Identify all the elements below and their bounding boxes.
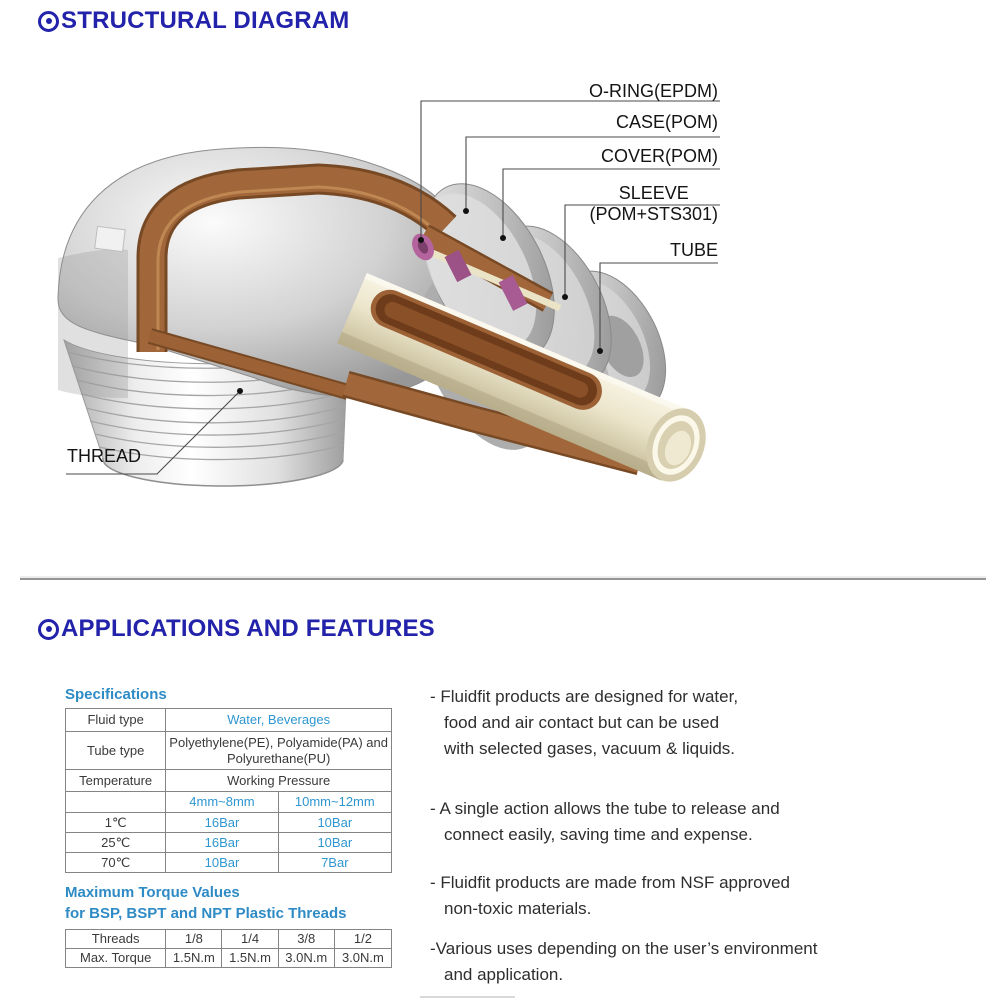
circled-dot-inner — [46, 626, 52, 632]
spec-row-pressure-25c — [66, 833, 392, 853]
temp-cell: 70℃ — [66, 853, 166, 873]
torque-title — [65, 882, 346, 924]
temp-cell: 1℃ — [66, 813, 166, 833]
torque-title-line2: for BSP, BSPT and NPT Plastic Threads — [65, 905, 347, 922]
feature-line: - Fluidfit products are made from NSF approved — [430, 873, 790, 892]
feature-line: and application. — [444, 965, 564, 984]
spec-row-pressure-1c — [66, 813, 392, 833]
feature-line: -Various uses depending on the user’s environment — [430, 939, 818, 958]
pressure-cell: 16Bar — [166, 813, 278, 833]
pressure-cell: 16Bar — [166, 833, 278, 853]
specifications-title: Specifications — [65, 686, 167, 703]
temperature-label-cell: Temperature — [66, 770, 166, 792]
specifications-table — [65, 708, 392, 873]
label-sleeve-line1: SLEEVE — [618, 183, 689, 203]
size-col2-cell: 10mm~12mm — [278, 792, 391, 813]
label-sleeve — [589, 183, 718, 225]
feature-item — [430, 870, 930, 922]
feature-item — [430, 936, 930, 988]
torque-title-line1: Maximum Torque Values — [65, 884, 240, 901]
torque-value-cell: 1.5N.m — [166, 949, 222, 968]
structural-diagram-title: STRUCTURAL DIAGRAM — [61, 7, 350, 34]
pressure-cell: 7Bar — [278, 853, 391, 873]
spec-row-pressure-70c — [66, 853, 392, 873]
thread-size-cell: 1/4 — [222, 930, 278, 949]
label-sleeve-line2: (POM+STS301) — [589, 204, 718, 224]
torque-value-cell: 3.0N.m — [278, 949, 334, 968]
feature-item — [430, 796, 930, 848]
applications-heading — [38, 615, 435, 643]
max-torque-label-cell: Max. Torque — [66, 949, 166, 968]
torque-value-cell: 1.5N.m — [222, 949, 278, 968]
working-pressure-label-cell: Working Pressure — [166, 770, 392, 792]
fluid-type-value-cell: Water, Beverages — [166, 709, 392, 732]
feature-line: connect easily, saving time and expense. — [444, 825, 753, 844]
torque-row-threads — [66, 930, 392, 949]
label-tube: TUBE — [669, 240, 718, 260]
tube-type-label-cell: Tube type — [66, 732, 166, 770]
feature-line: - Fluidfit products are designed for water, — [430, 687, 739, 706]
circled-dot-icon — [38, 619, 59, 640]
pressure-cell: 10Bar — [278, 833, 391, 853]
feature-line: non-toxic materials. — [444, 899, 592, 918]
spec-row-temperature-header — [66, 770, 392, 792]
label-case: CASE(POM) — [615, 112, 718, 132]
torque-table — [65, 929, 392, 968]
torque-value-cell: 3.0N.m — [334, 949, 391, 968]
feature-line: with selected gases, vacuum & liquids. — [444, 739, 736, 758]
spec-row-tube-type — [66, 732, 392, 770]
spec-row-fluid-type — [66, 709, 392, 732]
feature-line: food and air contact but can be used — [444, 713, 720, 732]
size-col1-cell: 4mm~8mm — [166, 792, 278, 813]
label-cover: COVER(POM) — [601, 146, 718, 166]
torque-row-values — [66, 949, 392, 968]
thread-size-cell: 3/8 — [278, 930, 334, 949]
threads-label-cell: Threads — [66, 930, 166, 949]
section-divider — [20, 576, 986, 580]
bottom-divider-fragment — [420, 996, 515, 998]
feature-item — [430, 684, 930, 762]
fluid-type-label-cell: Fluid type — [66, 709, 166, 732]
temp-cell: 25℃ — [66, 833, 166, 853]
applications-title: APPLICATIONS AND FEATURES — [61, 615, 435, 642]
empty-cell — [66, 792, 166, 813]
thread-size-cell: 1/8 — [166, 930, 222, 949]
spec-row-sizes — [66, 792, 392, 813]
label-oring: O-RING(EPDM) — [589, 81, 718, 101]
features-list — [430, 684, 930, 988]
tube-type-value-cell: Polyethylene(PE), Polyamide(PA) and Polyurethane(PU) — [166, 732, 392, 770]
pressure-cell: 10Bar — [278, 813, 391, 833]
feature-line: - A single action allows the tube to release and — [430, 799, 780, 818]
thread-size-cell: 1/2 — [334, 930, 391, 949]
pressure-cell: 10Bar — [166, 853, 278, 873]
label-thread: THREAD — [67, 446, 142, 466]
